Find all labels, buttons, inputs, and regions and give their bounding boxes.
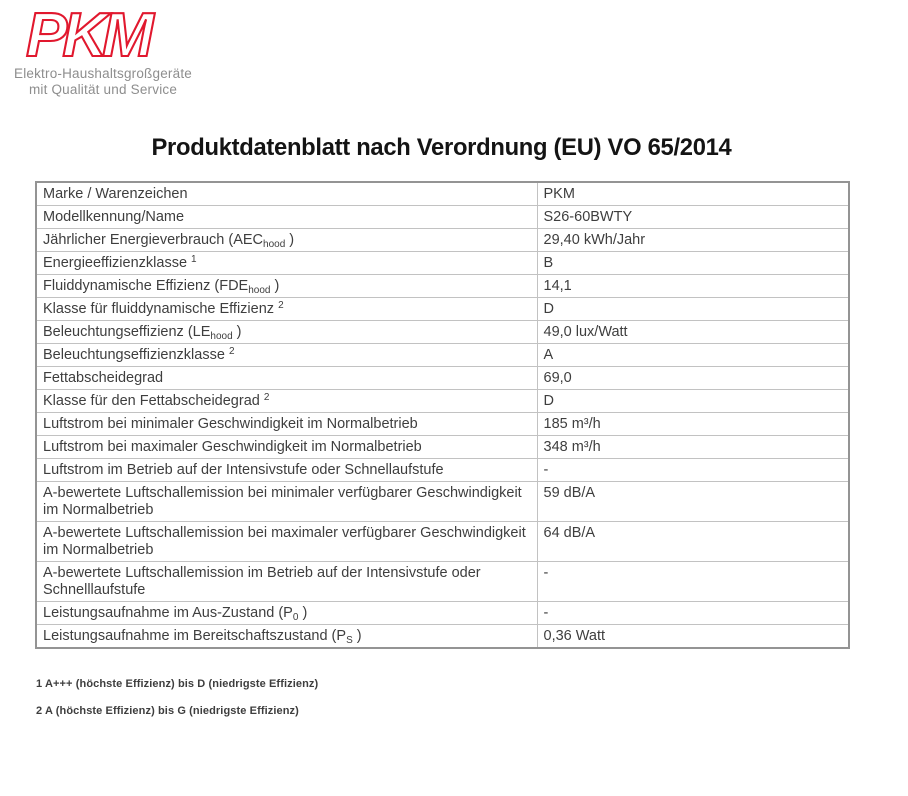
table-row	[36, 436, 849, 459]
table-row	[36, 562, 849, 602]
row-label: A-bewertete Luftschallemission bei maximaler verfügbarer Geschwindigkeit im Normalbetrieb	[36, 522, 537, 562]
table-row	[36, 522, 849, 562]
table-row	[36, 229, 849, 252]
row-label: Modellkennung/Name	[36, 206, 537, 229]
table-row	[36, 482, 849, 522]
row-value: S26-60BWTY	[537, 206, 849, 229]
row-value: D	[537, 390, 849, 413]
datasheet-table	[35, 181, 850, 649]
row-value: -	[537, 459, 849, 482]
table-row	[36, 413, 849, 436]
row-label: Fettabscheidegrad	[36, 367, 537, 390]
row-value: -	[537, 602, 849, 625]
table-row	[36, 182, 849, 206]
row-label: Luftstrom im Betrieb auf der Intensivstufe oder Schnellaufstufe	[36, 459, 537, 482]
footnote-2: 2 A (höchste Effizienz) bis G (niedrigste Effizienz)	[36, 705, 299, 717]
table-row	[36, 321, 849, 344]
row-value: 59 dB/A	[537, 482, 849, 522]
row-label: Beleuchtungseffizienzklasse $^2$	[36, 344, 537, 367]
table-row	[36, 252, 849, 275]
row-value: 185 m³/h	[537, 413, 849, 436]
table-row	[36, 206, 849, 229]
row-label: Luftstrom bei maximaler Geschwindigkeit im Normalbetrieb	[36, 436, 537, 459]
row-label: A-bewertete Luftschallemission bei minimaler verfügbarer Geschwindigkeit im Normalbetrieb	[36, 482, 537, 522]
table-row	[36, 390, 849, 413]
row-value: 29,40 kWh/Jahr	[537, 229, 849, 252]
row-label: Fluiddynamische Effizienz ($FDE_{hood}$ )	[36, 275, 537, 298]
row-value: D	[537, 298, 849, 321]
row-label: Luftstrom bei minimaler Geschwindigkeit im Normalbetrieb	[36, 413, 537, 436]
table-row	[36, 625, 849, 649]
pkm-logo	[14, 4, 204, 98]
logo-tagline-2: mit Qualität und Service	[28, 82, 178, 97]
table-row	[36, 459, 849, 482]
row-value: -	[537, 562, 849, 602]
row-label: Beleuchtungseffizienz ($LE_{hood}$ )	[36, 321, 537, 344]
row-value: A	[537, 344, 849, 367]
table-row	[36, 298, 849, 321]
row-value: 14,1	[537, 275, 849, 298]
row-label: Leistungsaufnahme im Aus-Zustand ($P_0$ )	[36, 602, 537, 625]
row-value: 49,0 lux/Watt	[537, 321, 849, 344]
row-value: B	[537, 252, 849, 275]
footnote-1: 1 A+++ (höchste Effizienz) bis D (niedrigste Effizienz)	[36, 678, 319, 690]
logo-tagline-1: Elektro-Haushaltsgroßgeräte	[14, 66, 192, 81]
page-title: Produktdatenblatt nach Verordnung (EU) VO 65/2014	[151, 134, 732, 161]
pkm-logo-mark-icon	[22, 4, 200, 66]
row-label: Klasse für den Fettabscheidegrad $^2$	[36, 390, 537, 413]
row-value: 0,36 Watt	[537, 625, 849, 649]
row-value: 64 dB/A	[537, 522, 849, 562]
row-label: A-bewertete Luftschallemission im Betrieb auf der Intensivstufe oder Schnelllaufstufe	[36, 562, 537, 602]
pkm-logo-text: PKM	[26, 4, 149, 66]
row-label: Energieeffizienzklasse $^1$	[36, 252, 537, 275]
table-row	[36, 344, 849, 367]
table-row	[36, 367, 849, 390]
row-label: Klasse für fluiddynamische Effizienz $^2$	[36, 298, 537, 321]
row-value: PKM	[537, 182, 849, 206]
row-value: 348 m³/h	[537, 436, 849, 459]
table-row	[36, 275, 849, 298]
row-label: Marke / Warenzeichen	[36, 182, 537, 206]
row-label: Jährlicher Energieverbrauch ($AEC_{hood}$ )	[36, 229, 537, 252]
row-label: Leistungsaufnahme im Bereitschaftszustand ($P_S$ )	[36, 625, 537, 649]
table-row	[36, 602, 849, 625]
row-value: 69,0	[537, 367, 849, 390]
